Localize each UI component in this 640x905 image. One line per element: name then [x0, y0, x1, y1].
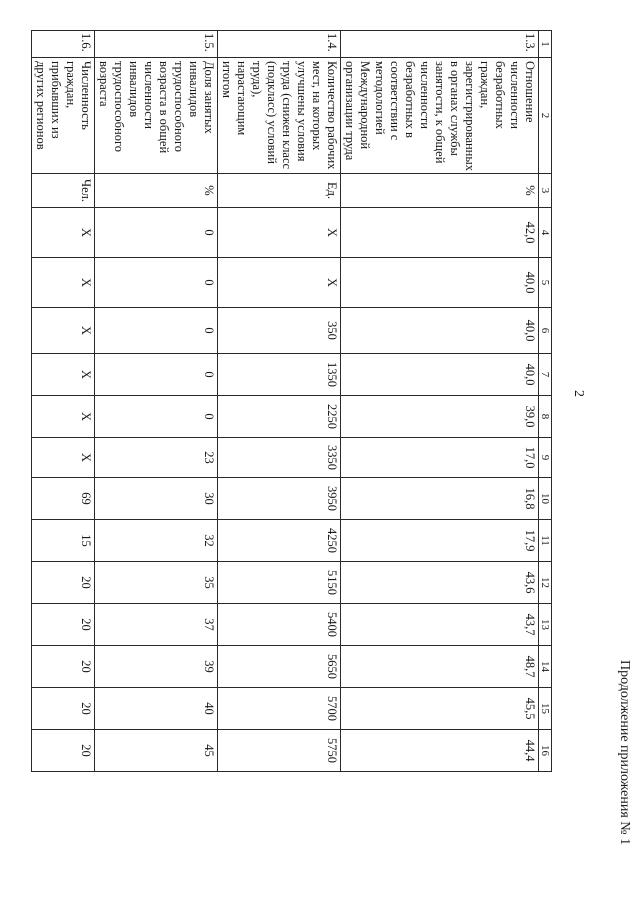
- value-cell: 45,5: [341, 688, 539, 730]
- value-cell: 2250: [218, 396, 341, 438]
- row-number: 1.5.: [95, 31, 218, 58]
- value-cell: 0: [95, 308, 218, 354]
- indicator-name: Количество рабочих мест, на которых улучшены условия труда (снижен класс (подкласс) условий труда), нарастающим итогом: [218, 58, 341, 174]
- column-number: 7: [539, 354, 552, 396]
- table-row: [32, 31, 95, 772]
- value-cell: 5750: [218, 730, 341, 772]
- value-cell: 17,9: [341, 520, 539, 562]
- row-number: 1.3.: [341, 31, 539, 58]
- indicators-table: [31, 30, 552, 772]
- column-number: 2: [539, 58, 552, 174]
- column-number: 13: [539, 604, 552, 646]
- column-number: 11: [539, 520, 552, 562]
- column-number: 5: [539, 258, 552, 308]
- value-cell: 20: [32, 646, 95, 688]
- column-number: 16: [539, 730, 552, 772]
- value-cell: 43,7: [341, 604, 539, 646]
- value-cell: 20: [32, 604, 95, 646]
- value-cell: 39,0: [341, 396, 539, 438]
- value-cell: Х: [32, 438, 95, 478]
- column-number: 10: [539, 478, 552, 520]
- value-cell: 20: [32, 562, 95, 604]
- value-cell: 40: [95, 688, 218, 730]
- value-cell: Х: [32, 308, 95, 354]
- table-row: [95, 31, 218, 772]
- value-cell: 40,0: [341, 258, 539, 308]
- continuation-note: Продолжение приложения № 1: [617, 660, 632, 846]
- value-cell: 42,0: [341, 208, 539, 258]
- value-cell: 39: [95, 646, 218, 688]
- value-cell: 0: [95, 208, 218, 258]
- value-cell: 45: [95, 730, 218, 772]
- value-cell: 35: [95, 562, 218, 604]
- column-number: 3: [539, 174, 552, 208]
- value-cell: Х: [218, 258, 341, 308]
- column-number-row: [539, 31, 552, 772]
- column-number: 6: [539, 308, 552, 354]
- value-cell: 32: [95, 520, 218, 562]
- value-cell: 43,6: [341, 562, 539, 604]
- value-cell: Х: [218, 208, 341, 258]
- value-cell: 20: [32, 688, 95, 730]
- value-cell: 23: [95, 438, 218, 478]
- value-cell: 5400: [218, 604, 341, 646]
- page-number: 2: [571, 390, 586, 397]
- value-cell: 40,0: [341, 308, 539, 354]
- column-number: 14: [539, 646, 552, 688]
- value-cell: 3950: [218, 478, 341, 520]
- value-cell: 37: [95, 604, 218, 646]
- value-cell: 69: [32, 478, 95, 520]
- value-cell: 17,0: [341, 438, 539, 478]
- table-row: [218, 31, 341, 772]
- value-cell: 40,0: [341, 354, 539, 396]
- value-cell: 44,4: [341, 730, 539, 772]
- value-cell: 5700: [218, 688, 341, 730]
- value-cell: Х: [32, 258, 95, 308]
- value-cell: 5150: [218, 562, 341, 604]
- value-cell: 16,8: [341, 478, 539, 520]
- column-number: 9: [539, 438, 552, 478]
- value-cell: 30: [95, 478, 218, 520]
- column-number: 15: [539, 688, 552, 730]
- column-number: 1: [539, 31, 552, 58]
- value-cell: 0: [95, 354, 218, 396]
- value-cell: 1350: [218, 354, 341, 396]
- indicator-name: Доля занятых инвалидов трудоспособного возраста в общей численности инвалидов трудоспособного возраста: [95, 58, 218, 174]
- indicator-name: Отношение численности безработных граждан, зарегистрированных в органах службы занятости, к общей численности безработных в соответствии с методологией Международной организации труда: [341, 58, 539, 174]
- column-number: 8: [539, 396, 552, 438]
- value-cell: 4250: [218, 520, 341, 562]
- value-cell: Х: [32, 396, 95, 438]
- value-cell: Х: [32, 208, 95, 258]
- column-number: 4: [539, 208, 552, 258]
- column-number: 12: [539, 562, 552, 604]
- value-cell: 3350: [218, 438, 341, 478]
- value-cell: 0: [95, 396, 218, 438]
- row-number: 1.6.: [32, 31, 95, 58]
- row-number: 1.4.: [218, 31, 341, 58]
- value-cell: 48,7: [341, 646, 539, 688]
- table-row: [341, 31, 539, 772]
- unit-cell: %: [341, 174, 539, 208]
- unit-cell: Ед.: [218, 174, 341, 208]
- value-cell: 20: [32, 730, 95, 772]
- indicator-name: Численность граждан, прибывших из других регионов: [32, 58, 95, 174]
- unit-cell: %: [95, 174, 218, 208]
- value-cell: 0: [95, 258, 218, 308]
- value-cell: 15: [32, 520, 95, 562]
- unit-cell: Чел.: [32, 174, 95, 208]
- value-cell: 5650: [218, 646, 341, 688]
- value-cell: Х: [32, 354, 95, 396]
- value-cell: 350: [218, 308, 341, 354]
